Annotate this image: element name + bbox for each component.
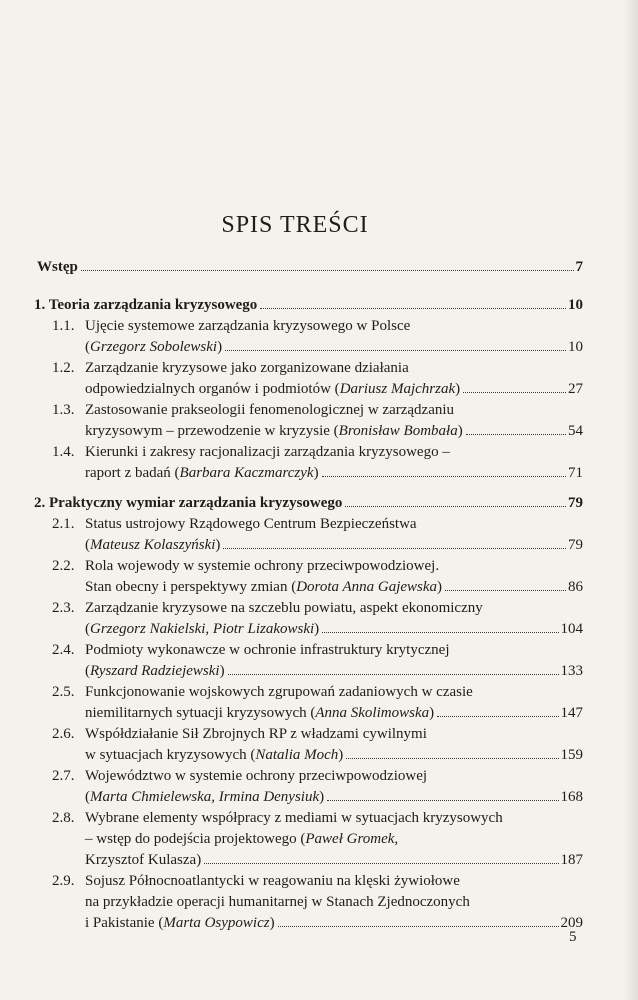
toc-page-number: 147 xyxy=(560,705,583,721)
toc-item-number: 2.7. xyxy=(52,768,75,784)
toc-item-last-line xyxy=(85,578,583,596)
toc-item-line: Status ustrojowy Rządowego Centrum Bezpieczeństwa xyxy=(85,516,417,532)
toc-item-number: 1.2. xyxy=(52,360,75,376)
toc-item-line: Rola wojewody w systemie ochrony przeciwpowodziowej. xyxy=(85,558,440,574)
dot-leader xyxy=(437,716,558,717)
toc-page-number: 7 xyxy=(575,259,583,275)
toc-item-number: 1.3. xyxy=(52,402,75,418)
toc-entry-text: Wstęp xyxy=(37,259,78,275)
toc-page-number: 71 xyxy=(568,465,583,481)
toc-item-line: na przykładzie operacji humanitarnej w Stanach Zjednoczonych xyxy=(85,894,470,910)
toc-page-number: 104 xyxy=(560,621,583,637)
toc-item-last-line xyxy=(85,914,583,932)
toc-item-last-line xyxy=(85,662,583,680)
toc-page-number: 209 xyxy=(560,915,583,931)
toc-entry-text: odpowiedzialnych organów i podmiotów (Dariusz Majchrzak) xyxy=(85,381,461,397)
toc-page-number: 10 xyxy=(568,339,583,355)
toc-item-last-line xyxy=(85,620,583,638)
toc-item-last-line xyxy=(85,536,583,554)
toc-page-number: 133 xyxy=(560,663,583,679)
dot-leader xyxy=(225,350,566,351)
toc-item-line: Podmioty wykonawcze w ochronie infrastruktury krytycznej xyxy=(85,642,450,658)
toc-entry-text: (Ryszard Radziejewski) xyxy=(85,663,225,679)
toc-page-number: 27 xyxy=(568,381,583,397)
toc-page-number: 79 xyxy=(568,495,583,511)
toc-item-line: Funkcjonowanie wojskowych zgrupowań zadaniowych w czasie xyxy=(85,684,473,700)
toc-intro xyxy=(37,258,583,276)
toc-item-line: Wybrane elementy współpracy z mediami w sytuacjach kryzysowych xyxy=(85,810,503,826)
toc-chapter-1 xyxy=(34,296,583,314)
toc-chapter-2 xyxy=(34,494,583,512)
toc-entry-text: (Grzegorz Nakielski, Piotr Lizakowski) xyxy=(85,621,320,637)
toc-item-last-line xyxy=(85,422,583,440)
toc-page-number: 159 xyxy=(560,747,583,763)
toc-page-number: 168 xyxy=(560,789,583,805)
toc-page-number: 54 xyxy=(568,423,583,439)
toc-item-line: Ujęcie systemowe zarządzania kryzysowego w Polsce xyxy=(85,318,411,334)
toc-item-number: 2.6. xyxy=(52,726,75,742)
toc-item-line: Kierunki i zakresy racjonalizacji zarządzania kryzysowego – xyxy=(85,444,450,460)
dot-leader xyxy=(327,800,558,801)
toc-item-last-line xyxy=(85,704,583,722)
toc-item-last-line xyxy=(85,338,583,356)
dot-leader xyxy=(204,863,558,864)
toc-item-line: Sojusz Północnoatlantycki w reagowaniu na klęski żywiołowe xyxy=(85,873,460,889)
page-number: 5 xyxy=(569,929,577,945)
dot-leader xyxy=(322,632,558,633)
toc-item-last-line xyxy=(85,380,583,398)
dot-leader xyxy=(345,506,566,507)
toc-entry-text: raport z badań (Barbara Kaczmarczyk) xyxy=(85,465,319,481)
toc-page-number: 10 xyxy=(568,297,583,313)
toc-entry-text: niemilitarnych sytuacji kryzysowych (Anna Skolimowska) xyxy=(85,705,435,721)
toc-entry-text: i Pakistanie (Marta Osypowicz) xyxy=(85,915,275,931)
page-title: SPIS TREŚCI xyxy=(221,212,369,239)
toc-entry-text: (Mateusz Kolaszyński) xyxy=(85,537,221,553)
toc-item-line: Zarządzanie kryzysowe jako zorganizowane działania xyxy=(85,360,409,376)
dot-leader xyxy=(463,392,566,393)
toc-entry-text: (Marta Chmielewska, Irmina Denysiuk) xyxy=(85,789,325,805)
toc-item-last-line xyxy=(85,464,583,482)
toc-entry-text: Krzysztof Kulasza) xyxy=(85,852,202,868)
dot-leader xyxy=(228,674,559,675)
toc-item-line: Współdziałanie Sił Zbrojnych RP z władzami cywilnymi xyxy=(85,726,427,742)
toc-item-last-line xyxy=(85,851,583,869)
dot-leader xyxy=(81,270,574,271)
toc-entry-text: (Grzegorz Sobolewski) xyxy=(85,339,223,355)
toc-item-number: 2.8. xyxy=(52,810,75,826)
toc-entry-text: 1. Teoria zarządzania kryzysowego xyxy=(34,297,258,313)
dot-leader xyxy=(466,434,566,435)
toc-item-number: 1.4. xyxy=(52,444,75,460)
dot-leader xyxy=(346,758,558,759)
toc-item-number: 2.9. xyxy=(52,873,75,889)
dot-leader xyxy=(223,548,566,549)
dot-leader xyxy=(260,308,566,309)
toc-entry-text: kryzysowym – przewodzenie w kryzysie (Bronisław Bombała) xyxy=(85,423,463,439)
toc-item-number: 2.4. xyxy=(52,642,75,658)
toc-page-number: 187 xyxy=(560,852,583,868)
toc-item-number: 2.3. xyxy=(52,600,75,616)
toc-item-last-line xyxy=(85,746,583,764)
dot-leader xyxy=(322,476,566,477)
toc-item-line: – wstęp do podejścia projektowego (Paweł Gromek, xyxy=(85,831,399,847)
toc-page-number: 86 xyxy=(568,579,583,595)
toc-item-number: 1.1. xyxy=(52,318,75,334)
toc-item-line: Zarządzanie kryzysowe na szczeblu powiatu, aspekt ekonomiczny xyxy=(85,600,483,616)
toc-item-line: Województwo w systemie ochrony przeciwpowodziowej xyxy=(85,768,428,784)
toc-item-number: 2.5. xyxy=(52,684,75,700)
toc-entry-text: w sytuacjach kryzysowych (Natalia Moch) xyxy=(85,747,344,763)
dot-leader xyxy=(445,590,566,591)
toc-entry-text: Stan obecny i perspektywy zmian (Dorota Anna Gajewska) xyxy=(85,579,443,595)
toc-item-last-line xyxy=(85,788,583,806)
dot-leader xyxy=(278,926,559,927)
toc-item-line: Zastosowanie prakseologii fenomenologicznej w zarządzaniu xyxy=(85,402,455,418)
toc-entry-text: 2. Praktyczny wymiar zarządzania kryzysowego xyxy=(34,495,343,511)
toc-item-number: 2.2. xyxy=(52,558,75,574)
toc-page-number: 79 xyxy=(568,537,583,553)
toc-item-number: 2.1. xyxy=(52,516,75,532)
